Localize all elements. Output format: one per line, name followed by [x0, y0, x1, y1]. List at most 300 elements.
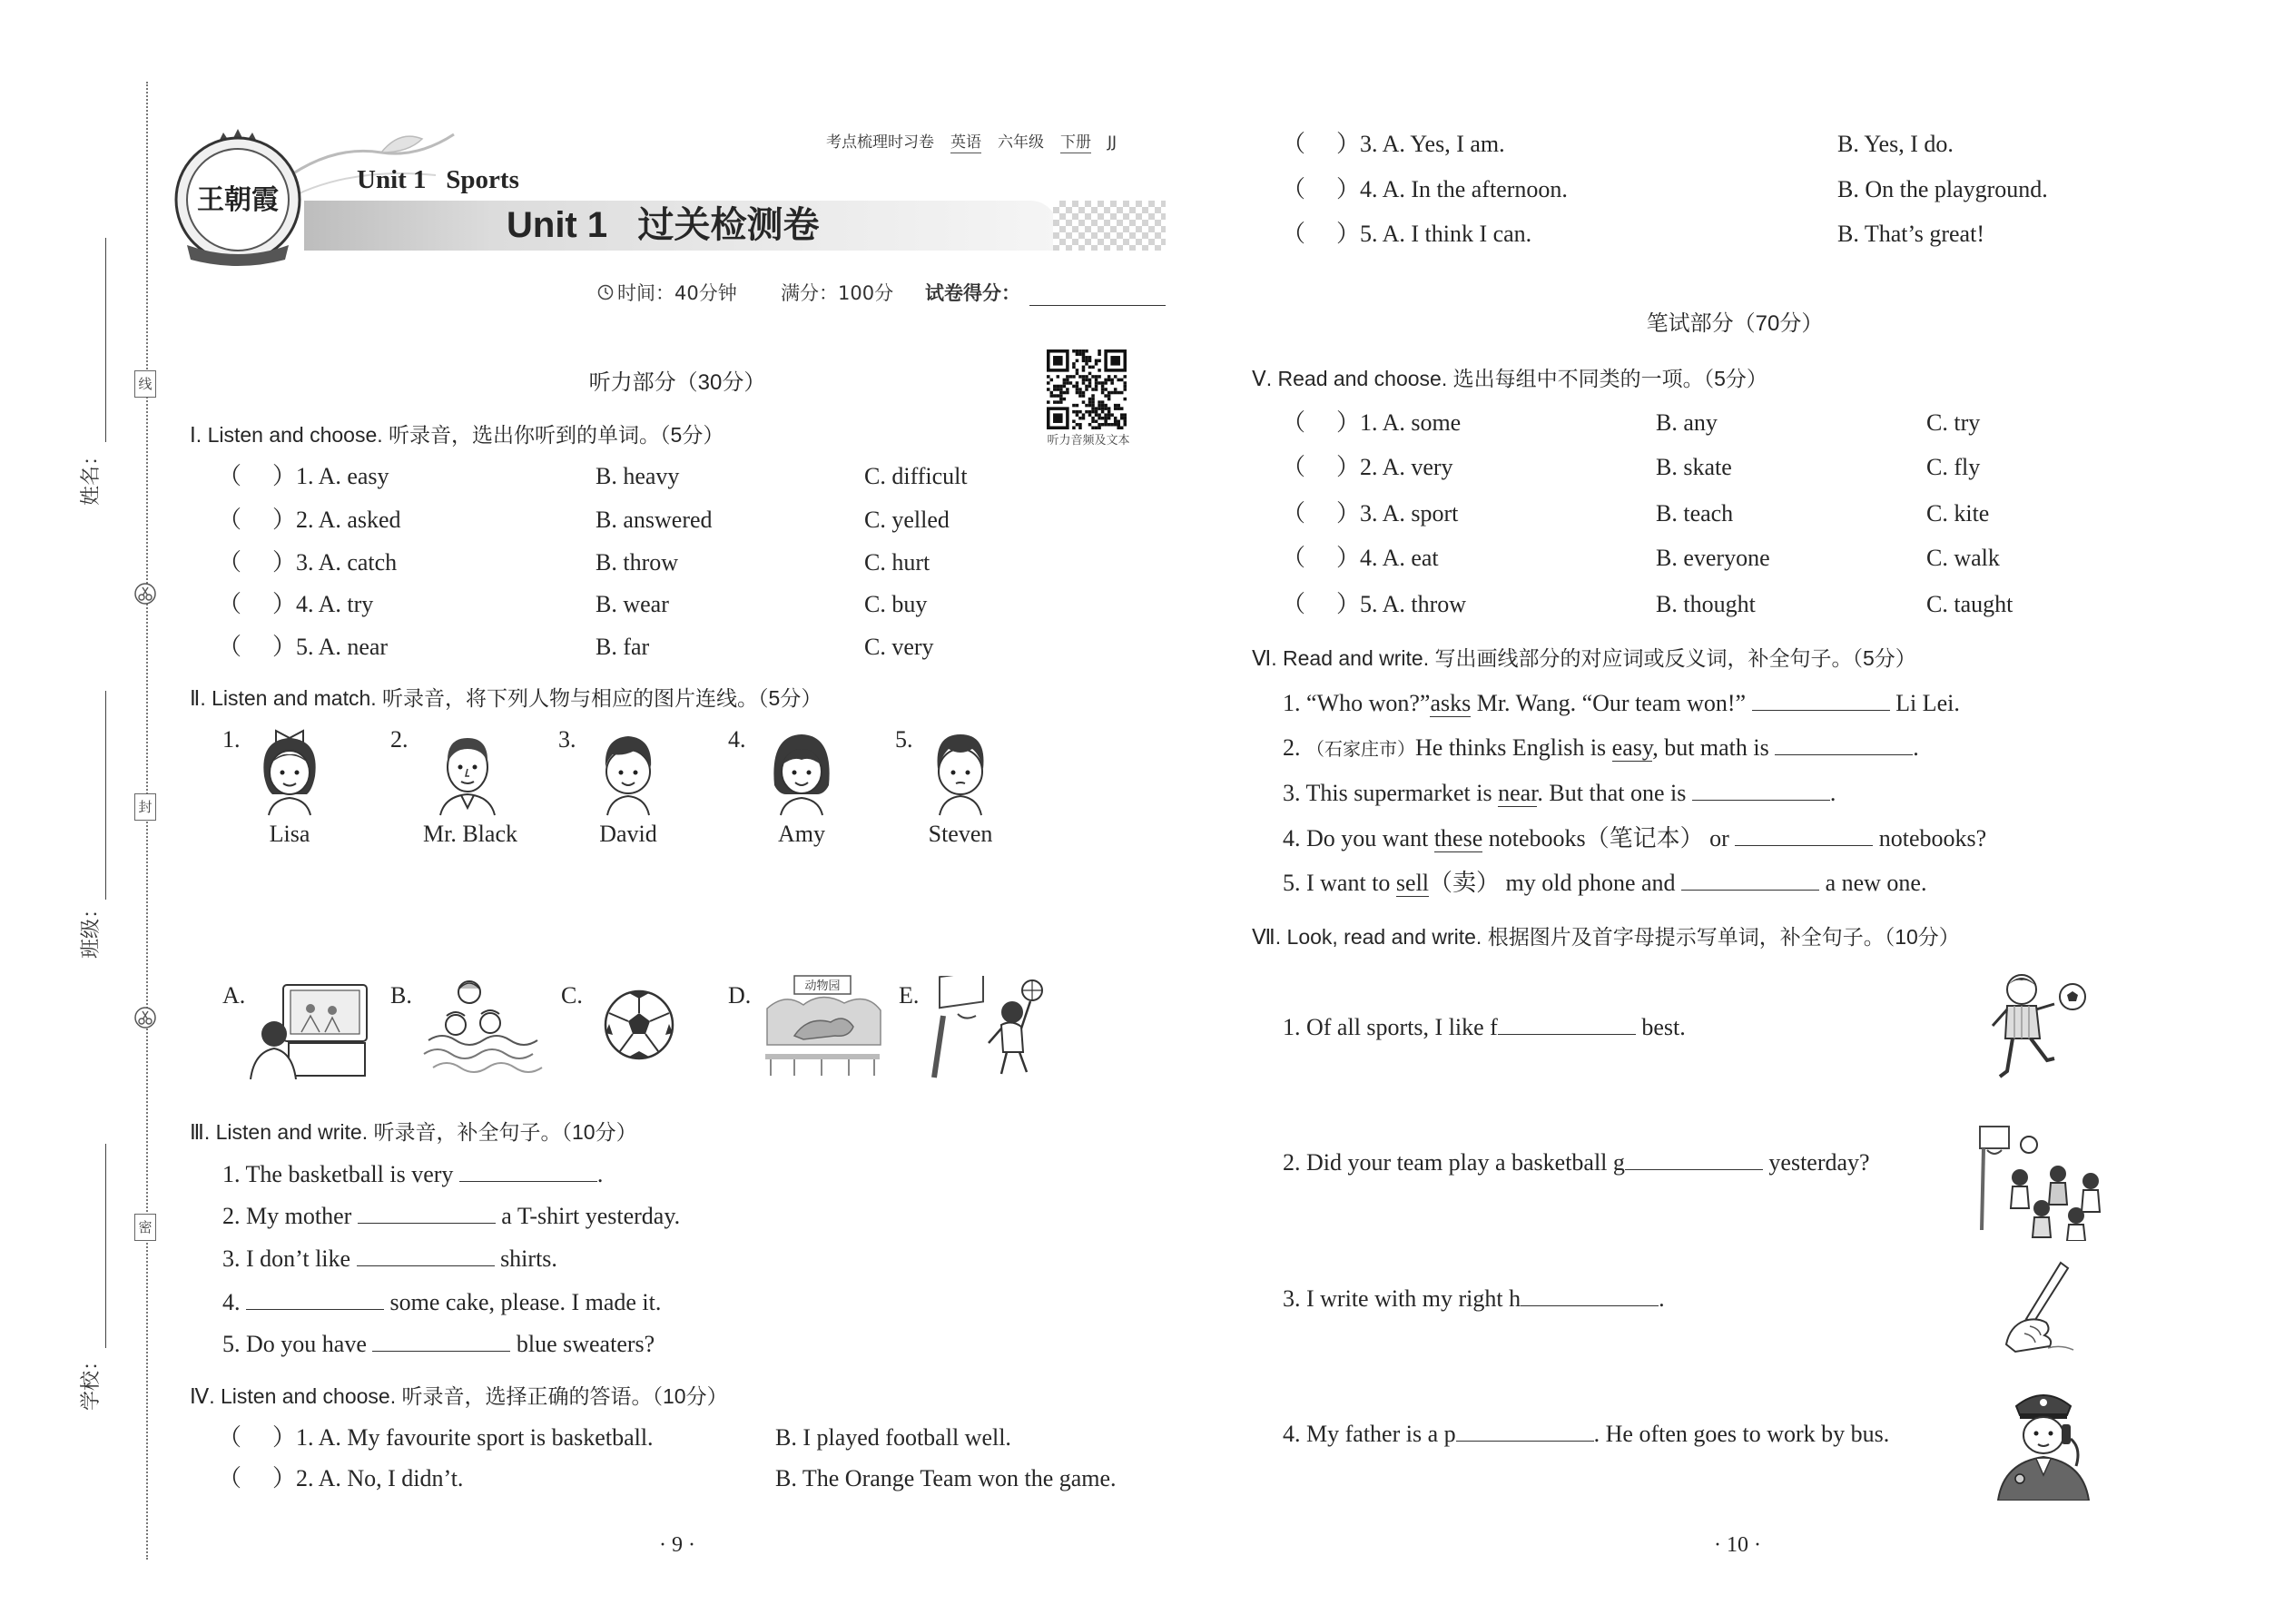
seal-mark-line: 线	[134, 370, 156, 398]
answer-blank	[358, 1203, 496, 1224]
qr-caption: 听力音频及文本	[1047, 434, 1130, 448]
option-a: ）3. A. Yes, I am.	[1336, 131, 1505, 157]
qr-module	[1098, 349, 1101, 353]
qr-module	[1104, 388, 1108, 391]
qr-module	[1053, 413, 1063, 423]
option-c: C. try	[1926, 409, 1981, 436]
qr-module	[1110, 356, 1120, 366]
qr-module	[1101, 388, 1105, 391]
qr-module	[1095, 419, 1098, 423]
qr-module	[1114, 417, 1117, 420]
answer-paren: （	[218, 1424, 242, 1451]
qr-module	[1110, 391, 1114, 395]
qr-module	[1117, 419, 1120, 423]
qr-module	[1076, 404, 1079, 408]
qr-module	[1098, 404, 1101, 408]
qr-module	[1110, 379, 1114, 382]
picture-boy-football	[1984, 969, 2092, 1086]
qr-module	[1091, 400, 1095, 404]
qr-module	[1076, 381, 1079, 385]
class-field-line	[105, 691, 106, 900]
qr-module	[1076, 359, 1079, 363]
option-a: ）1. A. easy	[272, 463, 389, 489]
qr-module	[1091, 426, 1095, 429]
option-b: B. throw	[596, 549, 678, 576]
picture-letter: E.	[899, 982, 920, 1009]
series-header	[826, 133, 1117, 153]
qr-module	[1098, 381, 1101, 385]
answer-blank	[1752, 690, 1890, 711]
section-1-heading: Ⅰ. Listen and choose. 听录音，选出你听到的单词。（5分）	[190, 423, 724, 447]
qr-module	[1098, 426, 1101, 429]
qr-module	[1091, 394, 1095, 398]
volume: 下册	[1060, 133, 1091, 152]
option-a: ）4. A. try	[272, 591, 374, 617]
qr-module	[1050, 394, 1054, 398]
picture-basketball	[921, 976, 1058, 1080]
option-a: ）2. A. No, I didn’t.	[272, 1465, 464, 1491]
qr-module	[1108, 398, 1111, 401]
qr-module	[1053, 385, 1057, 389]
qr-module	[1082, 379, 1086, 382]
qr-module	[1088, 410, 1092, 414]
qr-module	[1101, 404, 1105, 408]
qr-module	[1114, 407, 1117, 410]
qr-module	[1047, 375, 1050, 379]
option-b: B. everyone	[1656, 545, 1770, 571]
qr-module	[1114, 404, 1117, 408]
qr-module	[1088, 379, 1092, 382]
person-number: 2.	[390, 726, 409, 753]
qr-module	[1091, 407, 1095, 410]
qr-module	[1123, 385, 1127, 389]
picture-letter: A.	[222, 982, 246, 1009]
david-portrait	[587, 722, 669, 817]
option-b: B. thought	[1656, 591, 1756, 617]
qr-module	[1098, 353, 1101, 357]
answer-blank	[1692, 780, 1830, 801]
qr-module	[1063, 398, 1067, 401]
person-name: Steven	[928, 821, 993, 847]
qr-module	[1120, 391, 1124, 395]
full-score: 满分：100分	[781, 282, 894, 304]
option-b: B. answered	[596, 507, 713, 533]
qr-module	[1085, 356, 1088, 359]
qr-module	[1085, 362, 1088, 366]
qr-module	[1078, 426, 1082, 429]
qr-module	[1101, 417, 1105, 420]
qr-module	[1057, 375, 1060, 379]
answer-paren: （	[218, 1465, 242, 1491]
qr-module	[1091, 366, 1095, 369]
person-name: Mr. Black	[423, 821, 517, 847]
qr-module	[1114, 391, 1117, 395]
qr-module	[1082, 391, 1086, 395]
listening-section-title: 听力部分（30分）	[588, 370, 766, 395]
qr-module	[1091, 404, 1095, 408]
qr-module	[1095, 410, 1098, 414]
qr-module	[1120, 413, 1124, 417]
qr-module	[1078, 391, 1082, 395]
qr-module	[1082, 394, 1086, 398]
page-number: · 10 ·	[1714, 1533, 1761, 1557]
answer-blank	[357, 1245, 495, 1266]
qr-module	[1059, 385, 1063, 389]
qr-module	[1076, 369, 1079, 372]
fill-sentence: 1. The basketball is very .	[222, 1161, 604, 1187]
qr-module	[1108, 423, 1111, 427]
score-blank	[1029, 305, 1166, 306]
answer-blank	[1681, 870, 1819, 891]
qr-module	[1050, 379, 1054, 382]
option-a: ）5. A. near	[272, 634, 389, 660]
option-a: ）1. A. My favourite sport is basketball.	[272, 1424, 654, 1451]
qr-module	[1066, 379, 1069, 382]
qr-module	[1123, 413, 1127, 417]
answer-paren: （	[218, 591, 242, 617]
qr-module	[1082, 375, 1086, 379]
qr-module	[1053, 356, 1063, 366]
qr-module	[1059, 391, 1063, 395]
qr-module	[1088, 413, 1092, 417]
qr-module	[1082, 353, 1086, 357]
qr-module	[1104, 381, 1108, 385]
picture-letter: C.	[561, 982, 583, 1009]
mr-black-portrait	[427, 722, 508, 817]
section-3-heading: Ⅲ. Listen and write. 听录音，补全句子。（10分）	[190, 1120, 637, 1144]
qr-module	[1098, 375, 1101, 379]
answer-blank	[459, 1161, 597, 1182]
answer-blank	[1735, 825, 1873, 846]
option-a: ）5. A. I think I can.	[1336, 221, 1532, 247]
subject: 英语	[950, 133, 981, 152]
qr-module	[1053, 400, 1057, 404]
qr-module	[1088, 381, 1092, 385]
qr-module	[1091, 410, 1095, 414]
qr-module	[1095, 375, 1098, 379]
qr-module	[1101, 391, 1105, 395]
qr-module	[1123, 419, 1127, 423]
qr-module	[1108, 391, 1111, 395]
section-4-heading: Ⅳ. Listen and choose. 听录音，选择正确的答语。（10分）	[190, 1384, 728, 1408]
qr-module	[1101, 423, 1105, 427]
qr-module	[1108, 410, 1111, 414]
option-b: B. On the playground.	[1837, 176, 2048, 202]
qr-module	[1123, 388, 1127, 391]
qr-module	[1117, 404, 1120, 408]
qr-module	[1108, 375, 1111, 379]
qr-module	[1078, 349, 1082, 353]
qr-module	[1072, 410, 1076, 414]
seal-mark-seal: 封	[134, 793, 156, 821]
picture-watching-tv	[238, 972, 372, 1079]
picture-hand-writing	[1997, 1257, 2081, 1355]
option-a: ）3. A. catch	[272, 549, 398, 576]
answer-paren: （	[1282, 454, 1306, 480]
person-number: 5.	[895, 726, 913, 753]
option-c: C. hurt	[864, 549, 930, 576]
qr-module	[1104, 407, 1108, 410]
school-label: 学校：	[80, 1350, 103, 1412]
fill-sentence: 3. This supermarket is near. But that one is .	[1283, 780, 1836, 806]
score-label: 试卷得分：	[925, 282, 1020, 304]
option-b: B. teach	[1656, 500, 1734, 527]
answer-paren: （	[1282, 221, 1306, 247]
qr-module	[1088, 398, 1092, 401]
exam-time: 时间：40分钟	[617, 282, 737, 304]
qr-module	[1050, 391, 1054, 395]
qr-module	[1059, 400, 1063, 404]
qr-module	[1066, 391, 1069, 395]
qr-module	[1072, 419, 1076, 423]
picture-swimming	[419, 972, 546, 1079]
person-number: 1.	[222, 726, 241, 753]
option-b: B. The Orange Team won the game.	[775, 1465, 1117, 1491]
qr-module	[1110, 413, 1114, 417]
answer-paren: （	[1282, 500, 1306, 527]
option-b: B. That’s great!	[1837, 221, 1984, 247]
qr-module	[1095, 381, 1098, 385]
qr-module	[1085, 375, 1088, 379]
qr-module	[1101, 381, 1105, 385]
fill-sentence: 2. （石家庄市）He thinks English is easy, but math is .	[1283, 734, 1919, 761]
qr-module	[1053, 388, 1057, 391]
qr-module	[1072, 362, 1076, 366]
qr-module	[1057, 394, 1060, 398]
qr-module	[1120, 417, 1124, 420]
option-c: C. very	[864, 634, 934, 660]
qr-module	[1085, 349, 1088, 353]
answer-paren: （	[218, 463, 242, 489]
option-c: C. buy	[864, 591, 928, 617]
answer-blank	[1625, 1149, 1763, 1170]
qr-module	[1088, 356, 1092, 359]
qr-module	[1085, 410, 1088, 414]
qr-module	[1088, 400, 1092, 404]
qr-module	[1091, 375, 1095, 379]
qr-module	[1098, 400, 1101, 404]
qr-module	[1110, 423, 1114, 427]
qr-module	[1123, 381, 1127, 385]
qr-module	[1072, 426, 1076, 429]
school-field-line	[105, 1144, 106, 1348]
option-c: C. taught	[1926, 591, 2013, 617]
qr-module	[1114, 419, 1117, 423]
qr-module	[1098, 407, 1101, 410]
qr-module	[1082, 369, 1086, 372]
answer-paren: （	[1282, 409, 1306, 436]
option-a: ）3. A. sport	[1336, 500, 1459, 527]
qr-module	[1123, 398, 1127, 401]
qr-module	[1085, 404, 1088, 408]
qr-module	[1072, 349, 1076, 353]
option-a: ）1. A. some	[1336, 409, 1462, 436]
qr-module	[1104, 404, 1108, 408]
qr-module	[1066, 381, 1069, 385]
section-5-heading: Ⅴ. Read and choose. 选出每组中不同类的一项。（5分）	[1252, 367, 1767, 390]
qr-module	[1063, 385, 1067, 389]
option-a: ）2. A. asked	[272, 507, 401, 533]
qr-module	[1101, 410, 1105, 414]
answer-paren: （	[218, 549, 242, 576]
grade: 六年级	[998, 133, 1044, 152]
qr-module	[1078, 394, 1082, 398]
qr-module	[1082, 413, 1086, 417]
qr-module	[1114, 375, 1117, 379]
qr-module	[1104, 419, 1108, 423]
answer-blank	[1456, 1421, 1594, 1442]
qr-module	[1072, 404, 1076, 408]
qr-module	[1104, 379, 1108, 382]
option-b: B. far	[596, 634, 650, 660]
region-note: （石家庄市）	[1306, 740, 1415, 760]
qr-module	[1120, 426, 1124, 429]
qr-module	[1123, 423, 1127, 427]
qr-module	[1104, 417, 1108, 420]
qr-module	[1078, 410, 1082, 414]
answer-paren: （	[218, 634, 242, 660]
answer-blank	[1498, 1014, 1636, 1035]
option-a: ）5. A. throw	[1336, 591, 1467, 617]
series-name: 考点梳理时习卷	[826, 133, 934, 152]
qr-module	[1098, 417, 1101, 420]
qr-module	[1098, 413, 1101, 417]
banner-checker	[1053, 201, 1166, 251]
qr-module	[1120, 407, 1124, 410]
answer-paren: （	[1282, 591, 1306, 617]
qr-module	[1088, 404, 1092, 408]
binding-dotted-line	[146, 82, 148, 1560]
option-a: ）4. A. eat	[1336, 545, 1439, 571]
qr-module	[1095, 413, 1098, 417]
qr-module	[1108, 379, 1111, 382]
underlined-word: easy	[1611, 734, 1653, 761]
qr-module	[1082, 381, 1086, 385]
edition: JJ	[1108, 133, 1117, 152]
qr-module	[1123, 375, 1127, 379]
qr-module	[1085, 359, 1088, 363]
person-number: 4.	[728, 726, 746, 753]
answer-paren: （	[218, 507, 242, 533]
qr-module	[1085, 385, 1088, 389]
zoo-sign-text: 动物园	[804, 979, 841, 993]
qr-module	[1104, 394, 1108, 398]
qr-module	[1088, 423, 1092, 427]
option-b: B. wear	[596, 591, 669, 617]
qr-module	[1059, 398, 1063, 401]
option-b: B. I played football well.	[775, 1424, 1011, 1451]
answer-paren: （	[1282, 176, 1306, 202]
qr-module	[1088, 366, 1092, 369]
fill-sentence: 5. I want to sell（卖） my old phone and a new one.	[1283, 870, 1927, 896]
qr-module	[1104, 413, 1108, 417]
underlined-word: these	[1433, 825, 1483, 851]
qr-module	[1082, 359, 1086, 363]
qr-module	[1076, 372, 1079, 376]
option-c: C. kite	[1926, 500, 1990, 527]
qr-module	[1098, 423, 1101, 427]
qr-module	[1047, 400, 1050, 404]
qr-module	[1123, 417, 1127, 420]
qr-module	[1095, 407, 1098, 410]
picture-letter: D.	[728, 982, 752, 1009]
qr-module	[1088, 372, 1092, 376]
qr-module	[1078, 423, 1082, 427]
section-7-heading: Ⅶ. Look, read and write. 根据图片及首字母提示写单词，补全句子。（10分）	[1252, 925, 1960, 949]
picture-zoo	[758, 972, 887, 1079]
qr-module	[1047, 388, 1050, 391]
unit-label: Unit 1 Sports	[357, 165, 519, 194]
qr-module	[1095, 385, 1098, 389]
qr-module	[1053, 394, 1057, 398]
option-b: B. Yes, I do.	[1837, 131, 1954, 157]
qr-module	[1078, 375, 1082, 379]
qr-module	[1085, 388, 1088, 391]
picture-letter: B.	[390, 982, 412, 1009]
qr-module	[1076, 423, 1079, 427]
scissors-icon	[133, 582, 157, 605]
qr-module	[1101, 407, 1105, 410]
qr-module	[1117, 379, 1120, 382]
qr-module	[1063, 391, 1067, 395]
fill-sentence: 2. My mother a T-shirt yesterday.	[222, 1203, 681, 1229]
qr-module	[1101, 400, 1105, 404]
underlined-word: asks	[1430, 690, 1472, 716]
qr-module	[1063, 381, 1067, 385]
qr-module	[1114, 388, 1117, 391]
qr-module	[1072, 366, 1076, 369]
qr-module	[1095, 359, 1098, 363]
section-2-heading: Ⅱ. Listen and match. 听录音，将下列人物与相应的图片连线。（5分）	[190, 686, 822, 710]
qr-module	[1076, 388, 1079, 391]
qr-module	[1098, 369, 1101, 372]
underlined-word: sell	[1395, 870, 1430, 896]
picture-basketball-game	[1974, 1121, 2112, 1241]
qr-module	[1085, 379, 1088, 382]
person-number: 3.	[558, 726, 576, 753]
qr-module	[1082, 349, 1086, 353]
qr-module	[1101, 385, 1105, 389]
lisa-portrait	[249, 722, 330, 817]
qr-module	[1076, 413, 1079, 417]
answer-blank	[246, 1289, 384, 1310]
fill-sentence: 3. I don’t like shirts.	[222, 1245, 557, 1272]
page-title: Unit 1 过关检测卷	[507, 205, 820, 245]
qr-code	[1047, 349, 1127, 429]
answer-paren: （	[1282, 131, 1306, 157]
answer-blank	[1521, 1285, 1659, 1306]
qr-module	[1057, 385, 1060, 389]
qr-module	[1108, 394, 1111, 398]
option-a: ）2. A. very	[1336, 454, 1453, 480]
qr-module	[1108, 413, 1111, 417]
qr-module	[1078, 353, 1082, 357]
answer-blank	[372, 1331, 510, 1352]
option-c: C. yelled	[864, 507, 950, 533]
scissors-icon	[133, 1006, 157, 1029]
page-number: · 9 ·	[659, 1533, 695, 1557]
qr-module	[1117, 426, 1120, 429]
qr-module	[1095, 379, 1098, 382]
qr-module	[1059, 388, 1063, 391]
option-b: B. any	[1656, 409, 1718, 436]
qr-module	[1088, 359, 1092, 363]
seal-mark-close: 密	[134, 1214, 156, 1241]
qr-module	[1066, 375, 1069, 379]
qr-module	[1091, 398, 1095, 401]
qr-module	[1117, 423, 1120, 427]
qr-module	[1120, 379, 1124, 382]
